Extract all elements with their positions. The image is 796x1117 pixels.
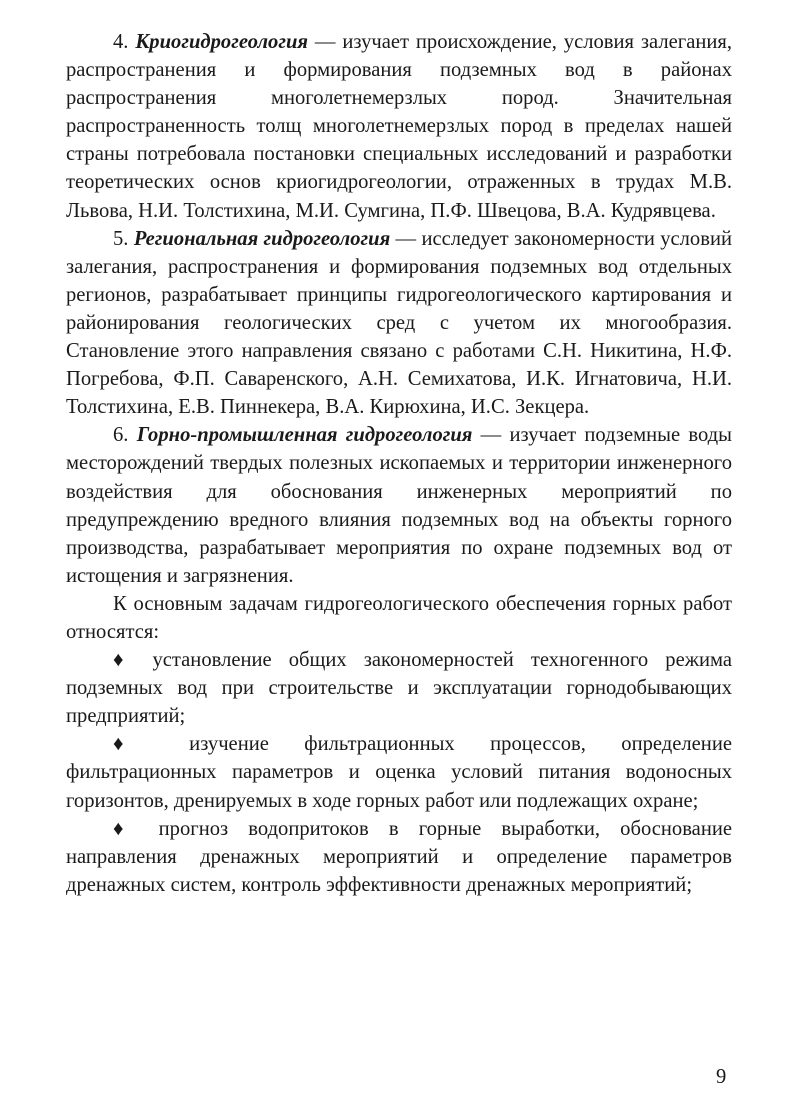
page-number: 9: [716, 1066, 727, 1088]
term-cryohydrogeology: Криогидрогеология: [135, 31, 309, 53]
paragraph-cryohydrogeology: [66, 28, 732, 225]
paragraph-text: — изучает подземные воды месторождений твердых полезных ископаемых и территории инженерного воздействия для обоснования инженерных мероприятий по предупреждению вредного влияния подземных вод на объекты горного производства, разрабатывает мероприятия по охране подземных вод от истощения и загрязнения.: [66, 424, 732, 587]
bullet-item-regime: ♦ установление общих закономерностей техногенного режима подземных вод при строительстве и эксплуатации горнодобывающих предприятий;: [66, 649, 732, 728]
paragraph-tasks-intro: К основным задачам гидрогеологического обеспечения горных работ относятся:: [66, 592, 732, 643]
page-body: [66, 28, 732, 899]
paragraph-text: — изучает происхождение, условия залегания, распространения и формирования подземных вод в районах распространения многолетнемерзлых пород. Значительная распространенность толщ многолетнемерзлых пород в пределах нашей страны потребовала постановки специальных исследований и разработки теоретических основ криогидрогеологии, отраженных в трудах М.В. Львова, Н.И. Толстихина, М.И. Сумгина, П.Ф. Швецова, В.А. Кудрявцева.: [66, 31, 732, 222]
item-number: 4.: [113, 31, 129, 53]
term-regional-hydrogeology: Региональная гидрогеология: [133, 227, 391, 250]
term-mining-hydrogeology: Горно-промышленная гидрогеология: [136, 424, 473, 447]
paragraph-text: — исследует закономерности условий залегания, распространения и формирования подземных вод отдельных регионов, разрабатывает принципы гидрогеологического картирования и районирования геологических сред с учетом их многообразия. Становление этого направления связано с работами С.Н. Никитина, Н.Ф. Погребова, Ф.П. Саваренского, А.Н. Семихатова, И.К. Игнатовича, Н.И. Толстихина, Е.В. Пиннекера, В.А. Кирюхина, И.С. Зекцера.: [66, 227, 732, 419]
bullet-item-forecast: ♦ прогноз водопритоков в горные выработки, обоснование направления дренажных мероприятий и определение параметров дренажных систем, контроль эффективности дренажных мероприятий;: [66, 817, 732, 896]
item-number: 6.: [113, 424, 129, 447]
paragraph-regional-hydrogeology: [66, 225, 732, 422]
item-number: 5.: [113, 227, 129, 250]
paragraph-mining-hydrogeology: [66, 421, 732, 590]
bullet-item-filtration: ♦ изучение фильтрационных процессов, определение фильтрационных параметров и оценка условий питания водоносных горизонтов, дренируемых в ходе горных работ или подлежащих охране;: [66, 733, 732, 812]
